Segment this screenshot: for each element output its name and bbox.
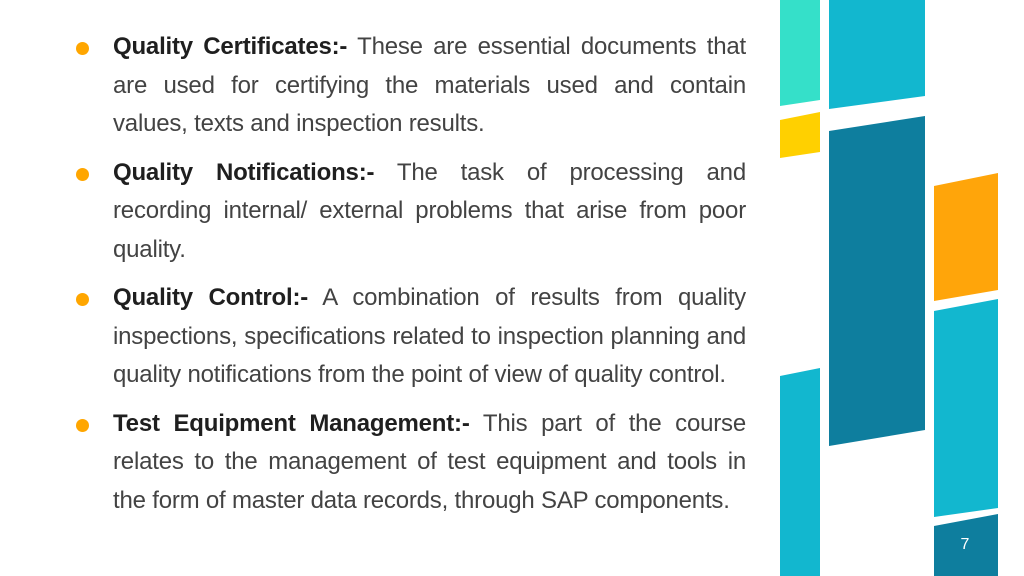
item-description: These are essential documents that are used for certifying the materials used and contain values, texts and inspection results. — [113, 33, 746, 137]
cyan-bar-top — [829, 0, 925, 109]
teal-bar — [829, 116, 925, 446]
orange-bar — [934, 173, 998, 301]
item-description: This part of the course relates to the management of test equipment and tools in the form of master data records, through SAP components. — [113, 409, 746, 514]
page-number: 7 — [960, 536, 970, 553]
item-term: Quality Control:- — [113, 284, 309, 311]
item-term: Quality Notifications:- — [113, 158, 375, 186]
item-term: Quality Certificates:- — [113, 33, 348, 60]
item-description: The task of processing and recording internal/ external problems that arise from poor quality. — [113, 158, 746, 263]
cyan-bar-right — [934, 299, 998, 517]
mint-bar — [780, 0, 820, 106]
item-term: Test Equipment Management:- — [113, 409, 470, 437]
item-description: A combination of results from quality inspections, specifications related to inspection planning and quality notifications from the point of view of quality control. — [113, 284, 746, 388]
cyan-bar-left — [780, 368, 820, 576]
yellow-square — [780, 112, 820, 158]
